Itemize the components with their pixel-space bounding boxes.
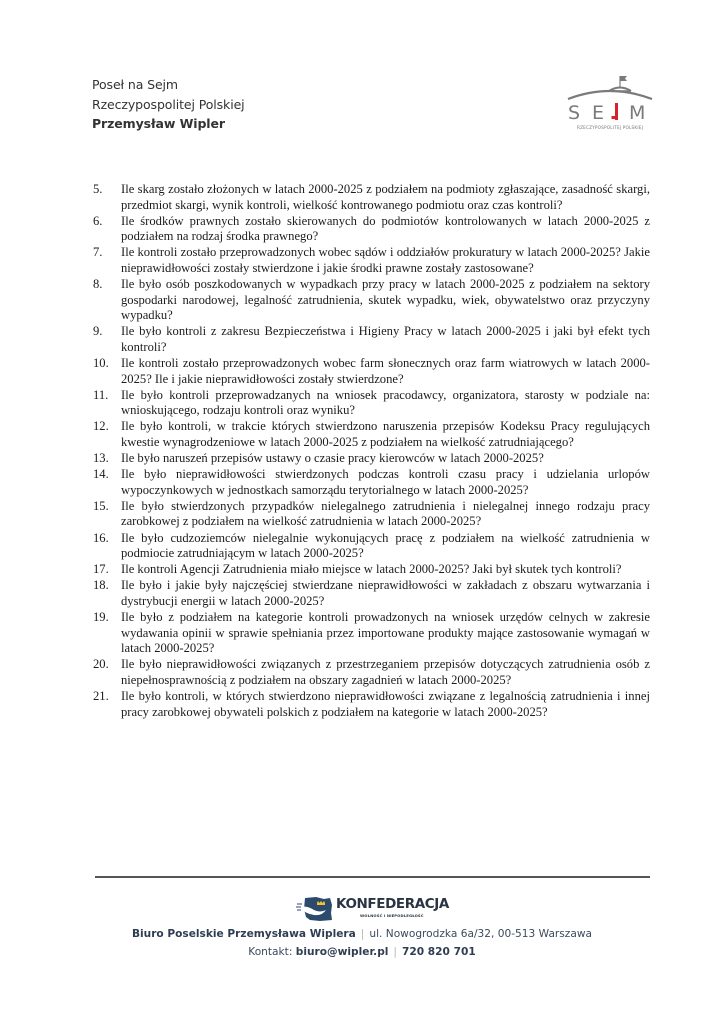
question-item (93, 356, 650, 387)
sender-country: Rzeczypospolitej Polskiej (92, 96, 245, 112)
question-item (93, 467, 650, 498)
konfederacja-title: KONFEDERACJA (336, 896, 449, 912)
sejm-letter-s: S (568, 102, 581, 124)
konfederacja-eagle-map-icon (296, 895, 334, 923)
question-number: 13. (93, 451, 109, 466)
sejm-subtitle: RZECZYPOSPOLITEJ POLSKIEJ (576, 125, 644, 130)
question-number: 8. (93, 277, 103, 292)
konfederacja-logo (296, 895, 466, 925)
questions-list (93, 182, 650, 721)
question-text: Ile kontroli zostało przeprowadzonych wobec farm słonecznych oraz farm wiatrowych w latach 2000-2025? Ile i jakie nieprawidłowości zostały stwierdzone? (121, 356, 650, 386)
contact-email[interactable]: biuro@wipler.pl (295, 946, 389, 958)
question-item (93, 689, 650, 720)
question-text: Ile kontroli Agencji Zatrudnienia miało miejsce w latach 2000-2025? Jaki był skutek tych kontroli? (121, 562, 622, 577)
sejm-letter-e: E (592, 102, 605, 124)
contact-phone: 720 820 701 (401, 946, 476, 958)
question-number: 16. (93, 530, 109, 545)
question-text: Ile było naruszeń przepisów ustawy o czasie pracy kierowców w latach 2000-2025? (121, 451, 544, 466)
question-text: Ile było kontroli z zakresu Bezpieczeństwa i Higieny Pracy w latach 2000-2025 i jaki był efekt tych kontroli? (121, 324, 650, 354)
question-item (93, 530, 650, 562)
footer-address-line (0, 928, 724, 940)
question-number: 19. (93, 610, 109, 625)
question-item (93, 277, 650, 324)
question-text: Ile było kontroli, w trakcie których stwierdzono naruszenia przepisów Kodeksu Pracy regulujących kwestie wynagrodzeniowe w latach 2000-2025 z podziałem na wielkość zatrudniającego? (121, 419, 650, 449)
question-number: 17. (93, 562, 109, 577)
question-number: 11. (93, 387, 109, 402)
question-number: 9. (93, 324, 103, 339)
question-text: Ile kontroli zostało przeprowadzonych wobec sądów i oddziałów prokuratury w latach 2000-2025? Jakie nieprawidłowości zostały stwierdzone i jakie środki prawne zostały zastosowane? (121, 245, 650, 275)
question-number: 18. (93, 578, 109, 593)
question-item (93, 498, 650, 530)
question-number: 21. (93, 689, 109, 703)
sender-block (92, 75, 245, 134)
footer-divider (95, 876, 650, 878)
question-item (93, 562, 650, 578)
question-text: Ile było i jakie były najczęściej stwierdzane nieprawidłowości w zakładach z obszaru wytwarzania i dystrybucji energii w latach 2000-2025? (121, 578, 650, 608)
question-number: 12. (93, 419, 109, 434)
sender-name: Przemysław Wipler (92, 116, 225, 131)
question-item (93, 245, 650, 276)
question-number: 7. (93, 245, 103, 260)
konfederacja-subtitle: WOLNOŚĆ I NIEPODLEGŁOŚĆ (360, 913, 424, 918)
question-text: Ile było stwierdzonych przypadków nielegalnego zatrudnienia i nielegalnej innego rodzaju pracy zarobkowej z podziałem na wielkość zatrudnienia w latach 2000-2025? (121, 498, 650, 529)
contact-label: Kontakt: (248, 946, 293, 958)
sejm-building-icon (565, 73, 655, 125)
question-number: 20. (93, 657, 109, 672)
question-item (93, 213, 650, 245)
question-text: Ile było z podziałem na kategorie kontroli prowadzonych na wniosek urzędów celnych w zakresie wydawania opinii w sprawie spełniania przez importowane produkty mające zastosowanie wymagań w latach 2000-2025? (121, 610, 650, 656)
question-item (93, 324, 650, 355)
question-item (93, 578, 650, 609)
question-item (93, 610, 650, 657)
question-item (93, 451, 650, 467)
question-text: Ile było osób poszkodowanych w wypadkach przy pracy w latach 2000-2025 z podziałem na sektory gospodarki narodowej, legalność zatrudnienia, skutek wypadku, wiek, obywatelstwo oraz przyczyny wypadku? (121, 277, 650, 323)
separator: | (360, 928, 365, 940)
question-item (93, 419, 650, 450)
separator: | (393, 946, 397, 958)
question-text: Ile środków prawnych zostało skierowanych do podmiotów kontrolowanych w latach 2000-2025 z podziałem na rodzaj środka prawnego? (121, 213, 650, 244)
question-text: Ile było cudzoziemców nielegalnie wykonujących pracę z podziałem na wielkość zatrudnienia w podmiocie zatrudniającym w latach 2000-2025? (121, 530, 650, 561)
question-text: Ile było nieprawidłowości związanych z przestrzeganiem przepisów dotyczących zatrudnienia osób z niepełnosprawnością z podziałem na obszary zagadnień w latach 2000-2025? (121, 657, 650, 687)
sejm-letter-m: M (629, 102, 646, 124)
question-text: Ile było kontroli przeprowadzanych na wniosek pracodawcy, organizatora, starosty w podziale na: wnioskującego, rodzaju kontroli oraz wyniku? (121, 387, 650, 418)
question-number: 15. (93, 498, 109, 513)
question-item (93, 182, 650, 213)
question-number: 10. (93, 356, 109, 371)
question-text: Ile skarg zostało złożonych w latach 2000-2025 z podziałem na podmioty zgłaszające, zasadność skargi, przedmiot skargi, wynik kontroli, wielkość kontrowanego podmiotu oraz czas kontroli? (121, 182, 650, 212)
office-address: ul. Nowogrodzka 6a/32, 00-513 Warszawa (369, 928, 593, 940)
question-item (93, 657, 650, 688)
question-number: 14. (93, 467, 109, 482)
question-number: 5. (93, 182, 103, 196)
question-number: 6. (93, 213, 103, 228)
sejm-logo (565, 73, 655, 135)
question-text: Ile było kontroli, w których stwierdzono nieprawidłowości związane z legalnością zatrudnienia i innej pracy zarobkowej obywateli polskich z podziałem na kategorie w latach 2000-2025? (121, 689, 650, 719)
question-item (93, 387, 650, 419)
question-text: Ile było nieprawidłowości stwierdzonych podczas kontroli czasu pracy i udzielania urlopów wypoczynkowych w jednostkach samorządu terytorialnego w latach 2000-2025? (121, 467, 650, 497)
office-name: Biuro Poselskie Przemysława Wiplera (131, 928, 356, 940)
sender-title: Poseł na Sejm (92, 77, 178, 92)
footer-contact-line (0, 946, 724, 958)
